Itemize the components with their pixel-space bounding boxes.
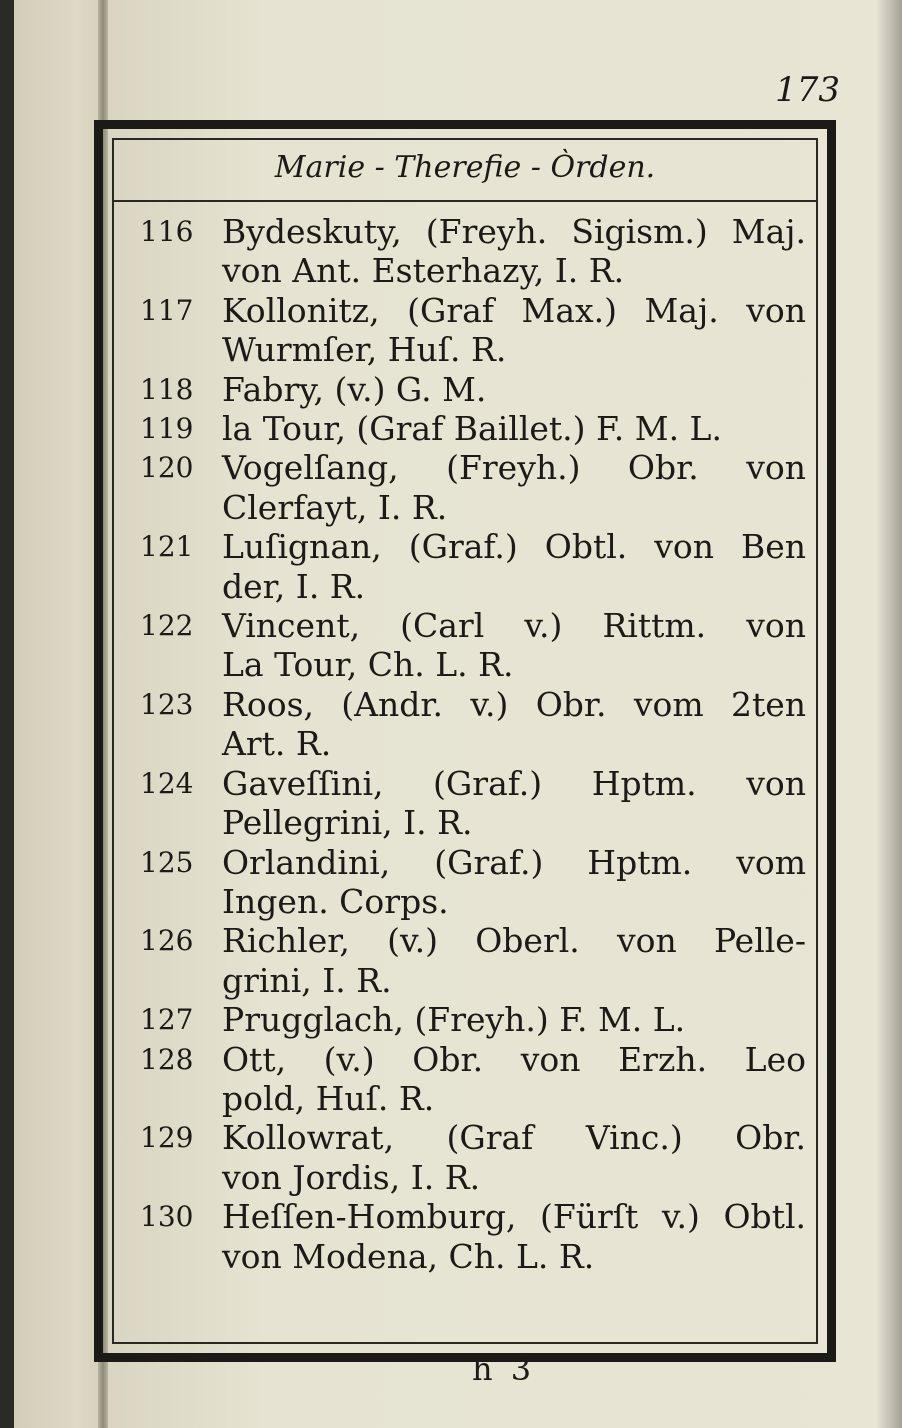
entry-line: Ingen. Corps. [222, 881, 449, 921]
entry-line: Prugglach, (Freyh.) F. M. L. [222, 1000, 686, 1040]
entry-text [222, 527, 816, 606]
left-page-edge [0, 0, 14, 1428]
entry-line: Orlandini, (Graf.) Hptm. vom [222, 842, 806, 882]
entry-number: 121 [140, 530, 194, 564]
entry-line: Clerfayt, I. R. [222, 487, 448, 527]
entry-text [222, 1000, 816, 1039]
entry-number: 126 [140, 924, 194, 958]
entry-number: 128 [140, 1042, 194, 1076]
entry-line: Roos, (Andr. v.) Obr. vom 2ten [222, 684, 806, 724]
entry-number: 125 [140, 845, 194, 879]
entry-text [222, 1118, 816, 1197]
list-item [140, 921, 816, 1000]
list-item [140, 527, 816, 606]
entry-number: 124 [140, 766, 194, 800]
entry-number: 129 [140, 1121, 194, 1155]
entry-line: grini, I. R. [222, 960, 392, 1000]
entry-line: Kollonitz, (Graf Max.) Maj. von [222, 290, 806, 330]
entry-line: La Tour, Ch. L. R. [222, 645, 514, 685]
list-item [140, 764, 816, 843]
list-item [140, 409, 816, 448]
entry-text [222, 1040, 816, 1119]
entry-line: von Ant. Esterhazy, I. R. [222, 251, 625, 291]
entry-text [222, 291, 816, 370]
list-item [140, 843, 816, 922]
entry-line: Gaveſſini, (Graf.) Hptm. von [222, 763, 806, 803]
entry-line: Kollowrat, (Graf Vinc.) Obr. [222, 1118, 806, 1158]
entry-line: Vogelſang, (Freyh.) Obr. von [222, 448, 806, 488]
entry-number: 122 [140, 609, 194, 643]
entry-text [222, 212, 816, 291]
entry-line: Fabry, (v.) G. M. [222, 369, 487, 409]
entry-number: 117 [140, 293, 194, 327]
entry-line: Heſſen-Homburg, (Fürſt v.) Obtl. [222, 1197, 806, 1237]
entry-line: la Tour, (Graf Baillet.) F. M. L. [222, 409, 722, 449]
list-item [140, 1118, 816, 1197]
page-number: 173 [775, 70, 840, 110]
entry-text [222, 685, 816, 764]
entry-line: von Modena, Ch. L. R. [222, 1236, 595, 1276]
entry-number: 119 [140, 412, 194, 446]
list-item [140, 1197, 816, 1276]
header-divider [112, 200, 818, 202]
list-item [140, 448, 816, 527]
list-item [140, 291, 816, 370]
page-edge-shadow [876, 0, 902, 1428]
list-item [140, 212, 816, 291]
signature-mark: h 3 [472, 1350, 532, 1388]
entry-line: von Jordis, I. R. [222, 1157, 481, 1197]
list-item [140, 370, 816, 409]
entry-text [222, 843, 816, 922]
entry-line: Bydeskuty, (Freyh. Sigism.) Maj. [222, 212, 806, 251]
entry-line: pold, Huſ. R. [222, 1078, 435, 1118]
entry-line: Wurmſer, Huſ. R. [222, 330, 507, 370]
entry-line: Vincent, (Carl v.) Rittm. von [222, 606, 806, 646]
entry-text [222, 409, 816, 448]
entry-line: der, I. R. [222, 566, 366, 606]
entry-line: Luſignan, (Graf.) Obtl. von Ben [222, 527, 806, 567]
entry-text [222, 448, 816, 527]
entry-line: Richler, (v.) Oberl. von Pelle- [222, 921, 806, 961]
list-item [140, 685, 816, 764]
list-item [140, 1000, 816, 1039]
entry-number: 120 [140, 451, 194, 485]
entry-text [222, 1197, 816, 1276]
entry-list [140, 212, 816, 1276]
page-title: Marie - Therefie - Òrden. [274, 150, 656, 185]
entry-text [222, 921, 816, 1000]
list-item [140, 606, 816, 685]
entry-number: 116 [140, 215, 194, 248]
entry-number: 123 [140, 687, 194, 721]
entry-line: Art. R. [222, 724, 332, 764]
entry-text [222, 370, 816, 409]
entry-line: Ott, (v.) Obr. von Erzh. Leo [222, 1039, 806, 1079]
entry-number: 130 [140, 1200, 194, 1234]
entry-text [222, 764, 816, 843]
entry-text [222, 606, 816, 685]
entry-number: 127 [140, 1003, 194, 1037]
list-item [140, 1040, 816, 1119]
entry-line: Pellegrini, I. R. [222, 803, 473, 843]
entry-number: 118 [140, 372, 194, 406]
